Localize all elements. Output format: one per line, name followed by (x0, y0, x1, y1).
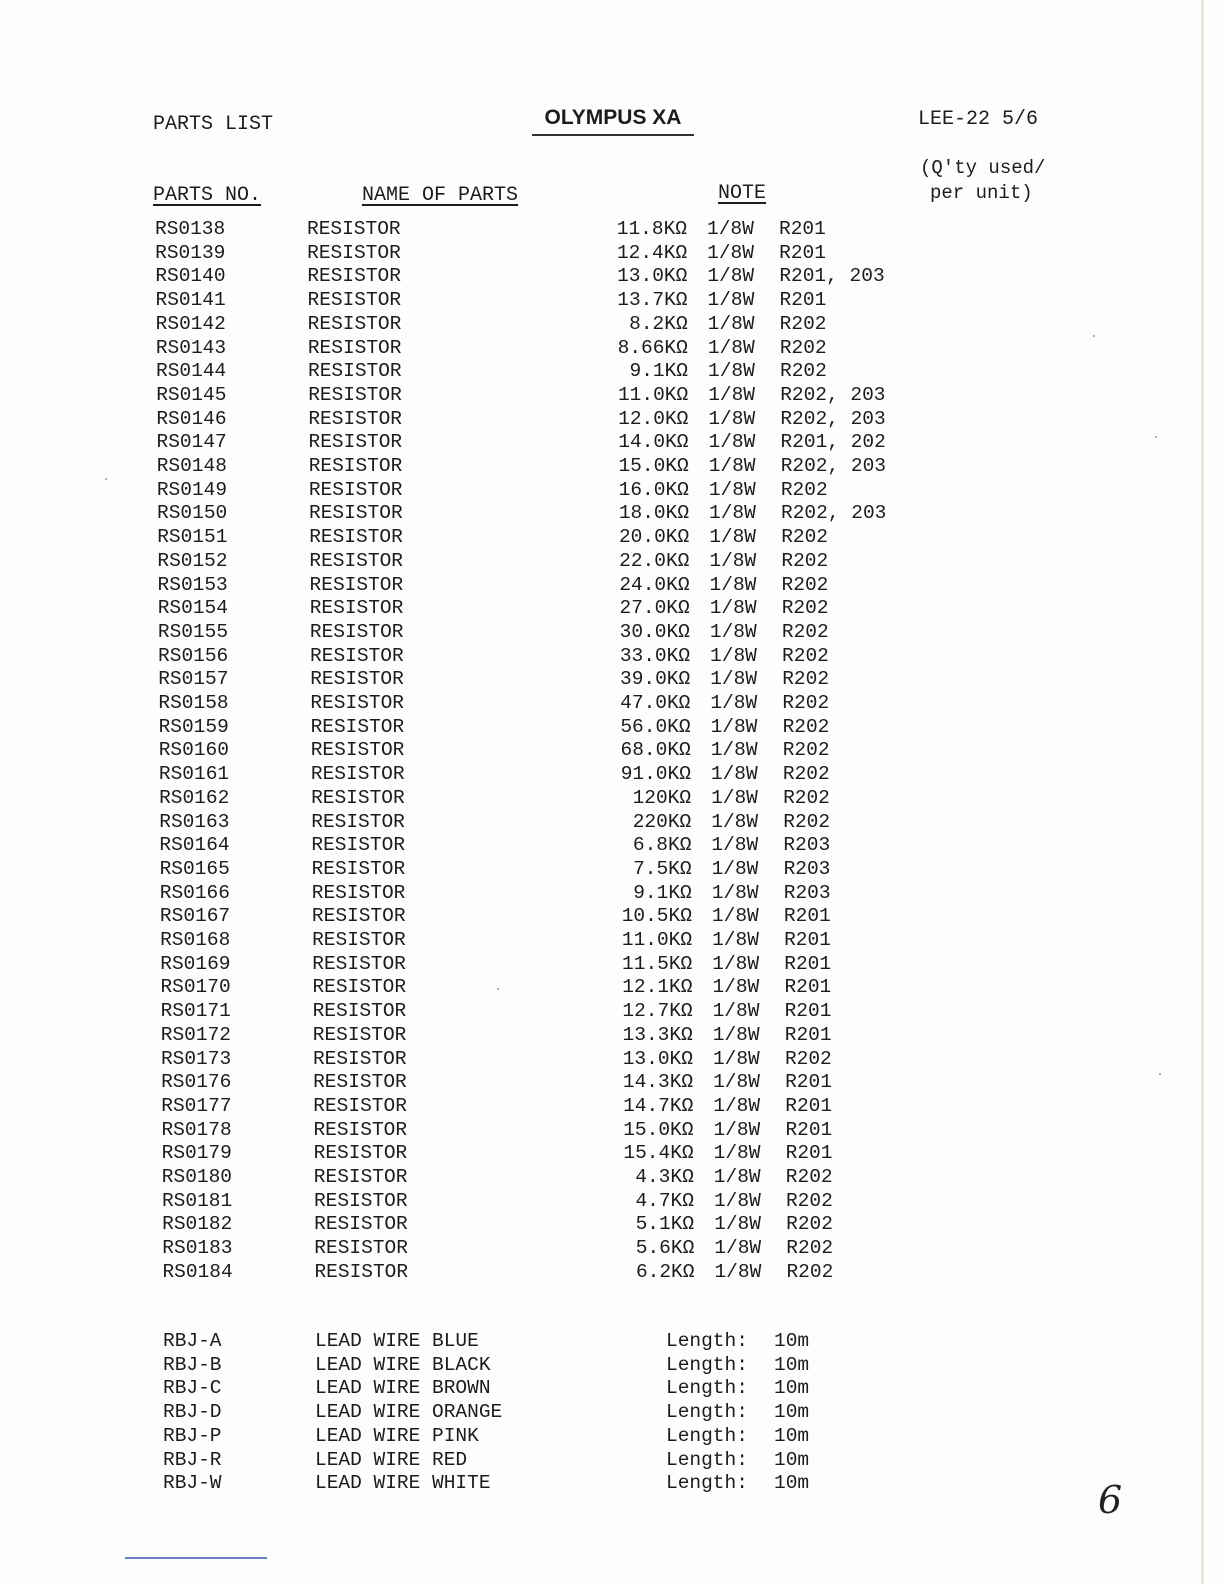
circuit-reference: R201 (779, 218, 826, 240)
paper-speck (1159, 1073, 1161, 1075)
part-number: RS0142 (155, 312, 226, 335)
circuit-reference: R202 (781, 549, 829, 572)
page-edge-shadow (1201, 0, 1204, 1584)
part-name: RESISTOR (311, 857, 406, 880)
parts-list-label: PARTS LIST (153, 113, 274, 136)
wattage: 1/8W (710, 715, 758, 738)
resistance-value: 12.4KΩ (616, 241, 688, 264)
wattage: 1/8W (711, 786, 758, 809)
wattage: 1/8W (710, 763, 758, 786)
circuit-reference: R201 (779, 289, 827, 312)
part-name: LEAD WIRE BROWN (315, 1377, 491, 1400)
circuit-reference: R202 (782, 692, 830, 714)
wattage: 1/8W (709, 620, 757, 643)
part-number: RBJ-D (163, 1401, 222, 1424)
part-number: RS0160 (158, 739, 229, 762)
circuit-reference: R201 (779, 241, 826, 264)
circuit-reference: R202 (782, 668, 830, 691)
wattage: 1/8W (707, 241, 754, 264)
resistance-value: 14.0KΩ (618, 431, 689, 454)
wattage: 1/8W (708, 431, 756, 454)
part-name: RESISTOR (311, 834, 406, 857)
circuit-reference: R201 (784, 1000, 832, 1023)
wattage: 1/8W (714, 1213, 761, 1236)
part-name: RESISTOR (309, 620, 404, 643)
wattage: 1/8W (708, 407, 756, 430)
part-name: RESISTOR (310, 668, 404, 691)
part-number: RBJ-B (163, 1353, 222, 1376)
circuit-reference: R202 (781, 526, 829, 549)
length-label: Length: (666, 1330, 748, 1352)
wattage: 1/8W (709, 573, 757, 596)
resistance-value: 16.0KΩ (618, 478, 689, 501)
length-value: 10m (774, 1330, 810, 1352)
length-label: Length: (666, 1353, 748, 1376)
part-name: RESISTOR (310, 715, 405, 738)
wattage: 1/8W (710, 692, 758, 714)
resistance-value: 14.7KΩ (623, 1094, 694, 1117)
part-name: RESISTOR (308, 431, 403, 454)
part-number: RS0173 (160, 1047, 232, 1070)
wattage: 1/8W (707, 312, 755, 335)
part-number: RS0162 (159, 786, 230, 809)
part-number: RS0171 (160, 1000, 231, 1023)
paper-speck (105, 478, 107, 480)
wattage: 1/8W (712, 1047, 760, 1070)
part-number: RS0167 (159, 905, 231, 928)
part-number: RS0168 (160, 929, 231, 951)
wattage: 1/8W (714, 1260, 762, 1283)
wattage: 1/8W (709, 502, 756, 525)
bottom-rule (125, 1557, 267, 1559)
circuit-reference: R201 (785, 1071, 832, 1094)
part-number: RS0146 (156, 407, 227, 430)
part-number: RS0179 (161, 1142, 232, 1165)
part-number: RBJ-R (163, 1448, 222, 1471)
part-name: RESISTOR (307, 289, 402, 312)
circuit-reference: R202 (784, 1047, 832, 1070)
part-name: RESISTOR (312, 1023, 407, 1046)
part-name: LEAD WIRE RED (315, 1448, 468, 1471)
circuit-reference: R201 (784, 929, 831, 951)
resistance-value: 220KΩ (632, 810, 692, 833)
part-name: LEAD WIRE WHITE (315, 1472, 491, 1495)
qty-line-1: (Q'ty used/ (920, 157, 1046, 179)
circuit-reference: R202 (782, 644, 829, 667)
length-label: Length: (666, 1472, 748, 1495)
wattage: 1/8W (714, 1237, 762, 1260)
resistance-value: 33.0KΩ (619, 644, 691, 667)
length-value: 10m (774, 1401, 810, 1424)
part-name: LEAD WIRE BLACK (315, 1353, 491, 1376)
part-number: RS0182 (162, 1213, 233, 1236)
part-number: RBJ-C (163, 1377, 222, 1400)
part-number: RS0150 (157, 502, 228, 525)
resistance-value: 11.0KΩ (617, 383, 689, 406)
wattage: 1/8W (713, 1189, 761, 1212)
part-name: RESISTOR (308, 360, 402, 383)
part-name: LEAD WIRE BLUE (315, 1330, 479, 1352)
wattage: 1/8W (708, 478, 756, 501)
document-title: OLYMPUS XA (532, 106, 694, 136)
circuit-reference: R201 (785, 1094, 833, 1117)
circuit-reference: R202 (786, 1213, 833, 1236)
part-number: RS0177 (161, 1094, 232, 1117)
part-name: RESISTOR (307, 312, 402, 335)
resistance-value: 12.0KΩ (618, 407, 689, 430)
resistance-value: 6.8KΩ (632, 834, 692, 857)
resistance-value: 14.3KΩ (622, 1071, 694, 1094)
part-name: RESISTOR (312, 976, 407, 999)
resistance-value: 9.1KΩ (629, 360, 689, 383)
part-number: RS0155 (157, 620, 229, 643)
part-name: RESISTOR (310, 644, 404, 667)
part-number: RBJ-W (163, 1472, 222, 1495)
part-number: RS0161 (158, 763, 230, 786)
part-name: RESISTOR (310, 692, 405, 714)
length-value: 10m (774, 1353, 810, 1376)
length-value: 10m (774, 1448, 810, 1471)
resistance-value: 15.0KΩ (623, 1118, 694, 1141)
part-name: RESISTOR (310, 763, 405, 786)
resistance-value: 6.2KΩ (635, 1260, 695, 1283)
part-name: RESISTOR (307, 265, 401, 288)
part-name: RESISTOR (313, 1094, 407, 1117)
column-header-qty (920, 156, 1045, 206)
circuit-reference: R202, 203 (781, 502, 887, 525)
part-number: RS0183 (162, 1237, 233, 1260)
part-name: RESISTOR (309, 502, 403, 525)
resistance-value: 5.6KΩ (635, 1237, 695, 1260)
wattage: 1/8W (711, 881, 759, 904)
part-number: RS0163 (159, 810, 230, 833)
part-number: RS0166 (159, 881, 230, 904)
resistance-value: 11.0KΩ (621, 929, 693, 951)
circuit-reference: R202, 203 (780, 407, 886, 430)
part-number: RS0159 (158, 715, 229, 738)
part-number: RS0144 (156, 360, 227, 383)
wattage: 1/8W (712, 1000, 760, 1023)
resistance-value: 8.66KΩ (617, 336, 688, 359)
part-name: RESISTOR (314, 1260, 409, 1283)
wattage: 1/8W (713, 1094, 761, 1117)
part-name: RESISTOR (311, 881, 406, 904)
wattage: 1/8W (712, 1023, 760, 1046)
part-name: RESISTOR (309, 526, 403, 549)
part-number: RS0149 (156, 478, 228, 501)
circuit-reference: R201, 203 (779, 265, 885, 288)
resistance-value: 13.3KΩ (622, 1023, 693, 1046)
length-label: Length: (666, 1424, 748, 1447)
wattage: 1/8W (712, 929, 759, 951)
paper-speck (1155, 436, 1157, 438)
part-name: RESISTOR (308, 455, 403, 477)
circuit-reference: R202 (779, 312, 827, 335)
part-name: RESISTOR (311, 810, 405, 833)
part-number: RS0180 (161, 1166, 233, 1188)
resistance-value: 47.0KΩ (620, 692, 691, 714)
wattage: 1/8W (710, 644, 757, 667)
part-name: RESISTOR (308, 383, 402, 406)
circuit-reference: R202 (782, 763, 830, 786)
part-number: RS0148 (156, 455, 227, 477)
wattage: 1/8W (712, 976, 760, 999)
wattage: 1/8W (709, 597, 757, 620)
circuit-reference: R201 (784, 1023, 832, 1046)
part-number: RS0153 (157, 573, 228, 596)
resistance-value: 13.7KΩ (617, 289, 688, 312)
resistance-value: 91.0KΩ (620, 763, 691, 786)
wattage: 1/8W (710, 668, 758, 691)
wattage: 1/8W (707, 336, 755, 359)
resistance-value: 7.5KΩ (633, 857, 692, 880)
resistance-value: 22.0KΩ (619, 549, 690, 572)
resistance-value: 68.0KΩ (620, 739, 691, 762)
column-header-parts-no: PARTS NO. (153, 184, 262, 207)
resistance-value: 13.0KΩ (617, 265, 688, 288)
resistance-value: 15.4KΩ (623, 1142, 694, 1165)
circuit-reference: R201 (784, 952, 832, 975)
circuit-reference: R202 (780, 478, 828, 501)
circuit-reference: R201 (785, 1118, 833, 1141)
resistance-value: 30.0KΩ (619, 620, 690, 643)
part-name: RESISTOR (310, 739, 405, 762)
resistance-value: 5.1KΩ (635, 1213, 695, 1236)
part-name: RESISTOR (308, 478, 403, 501)
part-number: RS0152 (157, 549, 228, 572)
handwritten-annotation: 6 (1098, 1478, 1123, 1522)
length-label: Length: (666, 1377, 748, 1400)
length-label: Length: (666, 1448, 748, 1471)
part-number: RS0176 (161, 1071, 232, 1094)
part-number: RS0143 (155, 336, 227, 359)
resistance-value: 10.5KΩ (621, 905, 692, 928)
circuit-reference: R202 (783, 810, 831, 833)
part-name: RESISTOR (311, 905, 406, 928)
part-name: RESISTOR (307, 218, 401, 240)
resistance-value: 11.5KΩ (622, 952, 693, 975)
part-number: RS0145 (156, 383, 227, 406)
wattage: 1/8W (707, 218, 754, 240)
part-number: RS0172 (160, 1023, 231, 1046)
circuit-reference: R203 (783, 857, 831, 880)
circuit-reference: R202 (785, 1189, 833, 1212)
part-number: RBJ-A (163, 1330, 222, 1352)
part-number: RS0138 (155, 218, 226, 240)
resistance-value: 9.1KΩ (633, 881, 692, 904)
circuit-reference: R202 (785, 1166, 833, 1188)
part-number: RS0158 (158, 692, 229, 714)
wattage: 1/8W (711, 857, 759, 880)
wattage: 1/8W (713, 1166, 761, 1188)
part-name: RESISTOR (314, 1237, 408, 1260)
circuit-reference: R202 (781, 573, 829, 596)
wattage: 1/8W (713, 1118, 761, 1141)
wattage: 1/8W (707, 289, 755, 312)
part-number: RS0139 (155, 241, 226, 264)
wattage: 1/8W (708, 455, 756, 477)
wattage: 1/8W (713, 1142, 761, 1165)
circuit-reference: R202 (786, 1237, 834, 1260)
wattage: 1/8W (712, 952, 760, 975)
part-number: RS0178 (161, 1118, 232, 1141)
part-name: RESISTOR (309, 549, 403, 572)
wattage: 1/8W (713, 1071, 760, 1094)
part-name: RESISTOR (309, 573, 404, 596)
part-name: RESISTOR (308, 407, 402, 430)
wattage: 1/8W (707, 265, 755, 288)
circuit-reference: R202 (786, 1260, 834, 1283)
resistance-value: 24.0KΩ (619, 573, 690, 596)
circuit-reference: R201 (783, 905, 831, 928)
length-value: 10m (774, 1472, 810, 1495)
wattage: 1/8W (711, 905, 759, 928)
document-reference: LEE-22 5/6 (918, 108, 1039, 131)
circuit-reference: R202, 203 (780, 455, 887, 477)
part-number: RS0164 (159, 834, 230, 857)
circuit-reference: R203 (783, 881, 831, 904)
circuit-reference: R202 (781, 597, 829, 620)
circuit-reference: R201, 202 (780, 431, 886, 454)
part-number: RS0181 (161, 1189, 233, 1212)
part-number: RS0170 (160, 976, 231, 999)
paper-speck (497, 988, 499, 990)
resistance-value: 39.0KΩ (620, 668, 691, 691)
length-label: Length: (666, 1401, 748, 1424)
column-header-name: NAME OF PARTS (362, 184, 519, 207)
part-name: RESISTOR (312, 952, 406, 975)
part-name: LEAD WIRE PINK (315, 1424, 479, 1447)
part-name: RESISTOR (312, 1047, 407, 1070)
resistance-value: 56.0KΩ (620, 715, 691, 738)
part-name: RESISTOR (313, 1142, 408, 1165)
circuit-reference: R202 (783, 786, 830, 809)
resistance-value: 13.0KΩ (622, 1047, 693, 1070)
part-name: RESISTOR (307, 241, 401, 264)
part-number: RBJ-P (163, 1424, 222, 1447)
resistance-value: 120KΩ (632, 786, 692, 809)
part-number: RS0154 (157, 597, 228, 620)
part-name: RESISTOR (314, 1213, 408, 1236)
resistance-value: 18.0KΩ (618, 502, 690, 525)
resistance-value: 12.7KΩ (622, 1000, 693, 1023)
circuit-reference: R202 (779, 336, 827, 359)
wattage: 1/8W (709, 549, 757, 572)
part-number: RS0157 (158, 668, 229, 691)
resistance-value: 20.0KΩ (618, 526, 690, 549)
part-name: LEAD WIRE ORANGE (315, 1401, 503, 1424)
part-name: RESISTOR (313, 1166, 408, 1188)
circuit-reference: R202 (782, 739, 830, 762)
part-name: RESISTOR (313, 1189, 408, 1212)
resistance-value: 4.3KΩ (635, 1166, 694, 1188)
part-number: RS0165 (159, 857, 230, 880)
part-name: RESISTOR (313, 1071, 407, 1094)
part-name: RESISTOR (312, 1000, 407, 1023)
resistance-value: 4.7KΩ (635, 1189, 694, 1212)
resistance-value: 12.1KΩ (622, 976, 693, 999)
column-header-note: NOTE (718, 182, 767, 205)
part-number: RS0184 (162, 1260, 233, 1283)
circuit-reference: R202 (782, 715, 830, 738)
paper-speck (1093, 335, 1095, 337)
part-number: RS0169 (160, 952, 231, 975)
part-number: RS0147 (156, 431, 227, 454)
wattage: 1/8W (710, 739, 758, 762)
resistance-value: 27.0KΩ (619, 597, 690, 620)
circuit-reference: R201 (784, 976, 832, 999)
part-name: RESISTOR (313, 1118, 408, 1141)
resistance-value: 11.8KΩ (616, 218, 687, 240)
wattage: 1/8W (708, 360, 755, 383)
resistance-value: 15.0KΩ (618, 455, 689, 477)
part-number: RS0140 (155, 265, 226, 288)
wattage: 1/8W (711, 810, 759, 833)
wattage: 1/8W (708, 383, 755, 406)
qty-line-2: per unit) (930, 182, 1033, 204)
resistance-value: 8.2KΩ (629, 312, 688, 335)
circuit-reference: R203 (783, 834, 831, 857)
length-value: 10m (774, 1377, 810, 1400)
part-name: RESISTOR (312, 929, 406, 951)
circuit-reference: R202 (781, 620, 829, 643)
circuit-reference: R202, 203 (780, 383, 886, 406)
circuit-reference: R201 (785, 1142, 833, 1165)
part-number: RS0151 (157, 526, 228, 549)
part-name: RESISTOR (307, 336, 402, 359)
part-number: RS0156 (158, 644, 229, 667)
wattage: 1/8W (709, 526, 757, 549)
part-name: RESISTOR (309, 597, 404, 620)
part-number: RS0141 (155, 289, 226, 312)
circuit-reference: R202 (780, 360, 827, 383)
length-value: 10m (774, 1424, 810, 1447)
part-name: RESISTOR (311, 786, 405, 809)
wattage: 1/8W (711, 834, 759, 857)
